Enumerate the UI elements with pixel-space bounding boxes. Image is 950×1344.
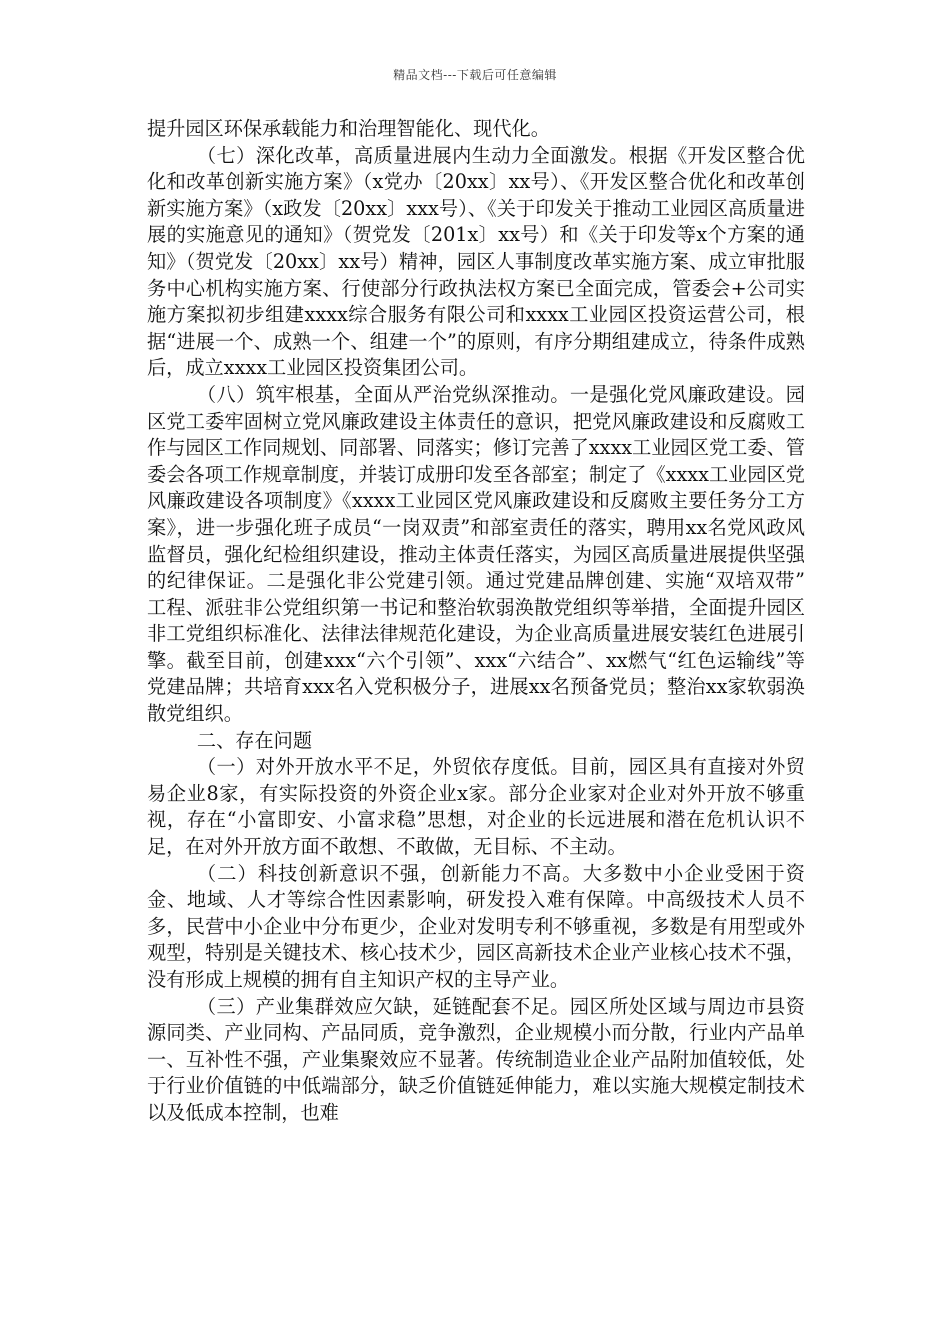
section-heading-problems: 二、存在问题: [196, 728, 313, 752]
page-header: 精品文档---下载后可任意编辑: [393, 68, 557, 82]
paragraph-section-7: （七）深化改革，高质量进展内生动力全面激发。根据《开发区整合优化和改革创新实施方案》（x党办〔20xx〕xx号）、《开发区整合优化和改革创新实施方案》（x政发〔20xx〕xxx号）、《关于印发关于推动工业园区高质量进展的实施意见的通知》（贺党发〔201x〕xx号）和《关于印发等x个方案的通知》（贺党发〔20xx〕xx号）精神，园区人事制度改革实施方案、成立审批服务中心机构实施方案、行使部分行政执法权方案已全面完成，管委会+公司实施方案拟初步组建xxxx综合服务有限公司和xxxx工业园区投资运营公司，根据“进展一个、成熟一个、组建一个”的原则，有序分期组建成立，待条件成熟后，成立xxxx工业园区投资集团公司。: [147, 143, 805, 380]
document-body: [147, 116, 805, 1127]
paragraph-problem-3: （三）产业集群效应欠缺，延链配套不足。园区所处区域与周边市县资源同类、产业同构、产品同质，竞争激烈，企业规模小而分散，行业内产品单一、互补性不强，产业集聚效应不显著。传统制造业企业产品附加值较低，处于行业价值链的中低端部分，缺乏价值链延伸能力，难以实施大规模定制技术以及低成本控制，也难: [147, 994, 805, 1124]
paragraph-section-8: （八）筑牢根基，全面从严治党纵深推动。一是强化党风廉政建设。园区党工委牢固树立党风廉政建设主体责任的意识，把党风廉政建设和反腐败工作与园区工作同规划、同部署、同落实；修订完善了xxxx工业园区党工委、管委会各项工作规章制度，并装订成册印发至各部室；制定了《xxxx工业园区党风廉政建设各项制度》《xxxx工业园区党风廉政建设和反腐败主要任务分工方案》，进一步强化班子成员“一岗双责”和部室责任的落实，聘用xx名党风政风监督员，强化纪检组织建设，推动主体责任落实，为园区高质量进展提供坚强的纪律保证。二是强化非公党建引领。通过党建品牌创建、实施“双培双带” 工程、派驻非公党组织第一书记和整治软弱涣散党组织等举措，全面提升园区非工党组织标准化、法律法律规范化建设，为企业高质量进展安装红色进展引擎。截至目前，创建xxx“六个引领”、xxx“六结合”、xx燃气“红色运输线”等党建品牌；共培育xxx名入党积极分子，进展xx名预备党员；整治xx家软弱涣散党组织。: [147, 382, 805, 726]
paragraph-continuation: 提升园区环保承载能力和治理智能化、现代化。: [147, 117, 550, 140]
paragraph-problem-1: （一）对外开放水平不足，外贸依存度低。目前，园区具有直接对外贸易企业8家，有实际投资的外资企业x家。部分企业家对企业对外开放不够重视，存在“小富即安、小富求稳”思想，对企业的长远进展和潜在危机认识不足，在对外开放方面不敢想、不敢做，无目标、不主动。: [147, 755, 805, 859]
paragraph-problem-2: （二）科技创新意识不强，创新能力不高。大多数中小企业受困于资金、地域、人才等综合性因素影响，研发投入难有保障。中高级技术人员不多，民营中小企业中分布更少，企业对发明专利不够重视，多数是有用型或外观型，特别是关键技术、核心技术少，园区高新技术企业产业核心技术不强，没有形成上规模的拥有自主知识产权的主导产业。: [147, 861, 805, 991]
